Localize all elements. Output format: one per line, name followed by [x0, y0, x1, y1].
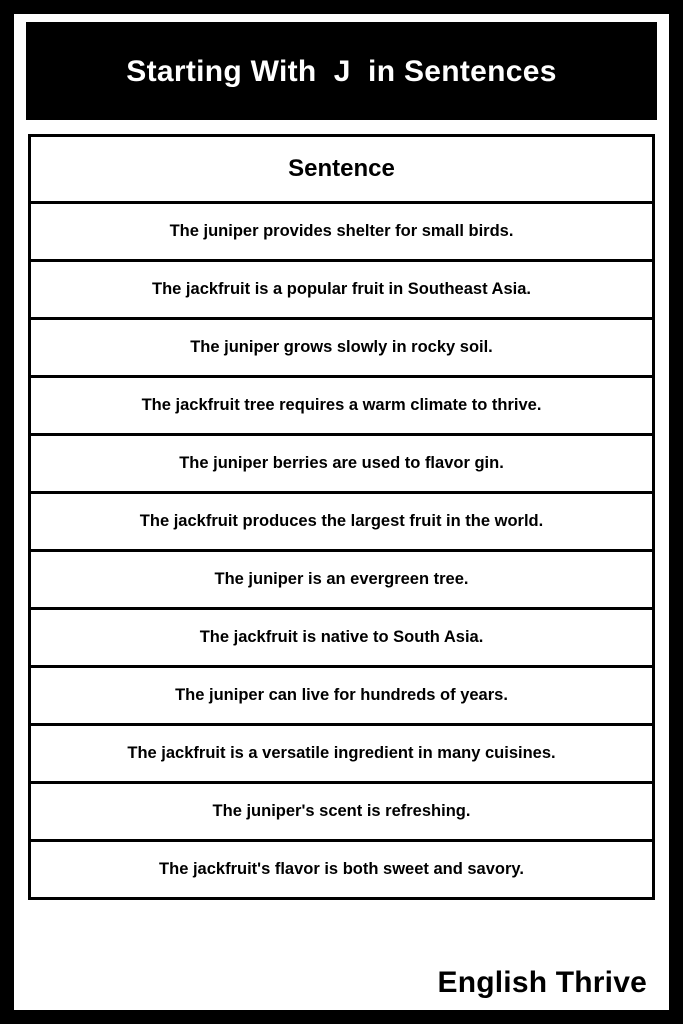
table-row — [28, 259, 655, 320]
sentence-text: The jackfruit is a versatile ingredient in many cuisines. — [127, 744, 556, 762]
column-header-sentence: Sentence — [288, 155, 395, 182]
sentence-table — [28, 134, 655, 900]
table-row — [28, 433, 655, 494]
sentence-text: The juniper provides shelter for small birds. — [169, 222, 514, 240]
table-row — [28, 839, 655, 900]
table-row — [28, 549, 655, 610]
sentence-text: The jackfruit is a popular fruit in Southeast Asia. — [152, 280, 531, 298]
table-row — [28, 317, 655, 378]
brand-name: English Thrive — [437, 966, 647, 999]
table-row — [28, 723, 655, 784]
sentence-text: The jackfruit's flavor is both sweet and savory. — [159, 860, 524, 878]
sentence-text: The juniper berries are used to flavor gin. — [179, 454, 504, 472]
sentence-text: The jackfruit is native to South Asia. — [199, 628, 484, 646]
table-row — [28, 665, 655, 726]
table-row — [28, 491, 655, 552]
table-row — [28, 607, 655, 668]
title-banner — [26, 22, 657, 120]
sentence-text: The juniper is an evergreen tree. — [214, 570, 469, 588]
table-row — [28, 201, 655, 262]
page-title: Starting With J in Sentences — [126, 54, 557, 88]
table-header-row — [28, 134, 655, 204]
sentence-text: The jackfruit tree requires a warm climate to thrive. — [141, 396, 542, 414]
sentence-text: The juniper can live for hundreds of years. — [175, 686, 508, 704]
poster-card — [14, 14, 669, 1010]
sentence-text: The jackfruit produces the largest fruit in the world. — [139, 512, 544, 530]
table-row — [28, 375, 655, 436]
table-row — [28, 781, 655, 842]
sentence-text: The juniper's scent is refreshing. — [212, 802, 471, 820]
sentence-text: The juniper grows slowly in rocky soil. — [190, 338, 493, 356]
